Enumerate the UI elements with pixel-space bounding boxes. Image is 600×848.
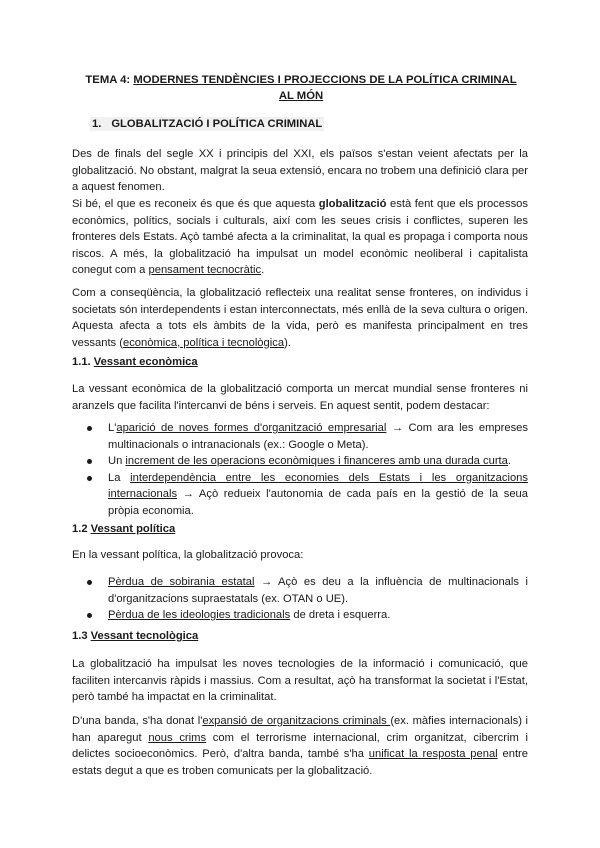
subsection-heading-1-2	[72, 521, 175, 538]
subsection-heading-1-1	[72, 354, 198, 371]
p2-bold: globalització	[318, 198, 387, 210]
bullet-icon	[87, 580, 92, 585]
item-after: → Açò es deu a la influència de multinacionals i d'organitzacions supraestatals (ex. OTAN o UE).	[108, 576, 528, 605]
paragraph-criminal-organizations	[72, 713, 528, 779]
p7-b: (ex. màfies internacionals) i han aparegut	[72, 715, 529, 744]
title-text: MODERNES TENDÈNCIES I PROJECCIONS DE LA POLÍTICA CRIMINAL AL MÓN	[133, 74, 517, 102]
subsection-heading-1-3	[72, 628, 198, 645]
list-item	[72, 453, 528, 470]
item-underlined: Pèrdua de les ideologies tradicionals	[108, 609, 291, 621]
list-item	[72, 574, 528, 607]
item-underlined: increment de les operacions econòmiques i financeres amb una durada curta	[125, 455, 508, 467]
section-heading-1	[90, 116, 324, 133]
title-prefix: TEMA 4:	[85, 74, 134, 86]
subsection-title: Vessant econòmica	[93, 356, 198, 368]
p2-middle: està fent que els processos econòmics, polítics, socials i culturals, així com les seues crisis i conflictes, superen les fronteres dels Estats. Açò també afecta a la criminalitat, la qual es propaga i comporta nous riscos. A més, la globalització ha impulsat un model econòmic neoliberal i capitalista conegut com a	[72, 198, 528, 276]
bullet-icon	[87, 426, 92, 431]
item-underlined: interdependència entre les economies dels Estats i les organitzacions internacionals	[108, 471, 528, 500]
p2-before: Si bé, el que es reconeix és que és que aquesta	[72, 198, 319, 210]
subsection-number: 1.2	[72, 523, 91, 535]
item-underlined: aparició de noves formes d'organització empresarial	[116, 422, 387, 434]
p3-before: Com a conseqüència, la globalització reflecteix una realitat sense fronteres, on individus i societats són interdependents i estan interconnectats, més enllà de la seva cultura o origen. Aquesta afecta a tots els àmbits de la vida, però es manifesta principalment en tres vessants (	[72, 287, 528, 349]
paragraph-globalization	[72, 196, 528, 279]
item-after: → Com ara les empreses multinacionals o intranacionals (ex.: Google o Meta).	[108, 422, 528, 451]
p7-a: D'una banda, s'ha donat l'	[72, 715, 203, 727]
subsection-number: 1.3	[72, 630, 91, 642]
paragraph-technological: La globalització ha impulsat les noves tecnologies de la informació i comunicació, que faciliten intercanvis ràpids i massius. Com a resultat, açò ha transformat la societat i l'Estat, però també ha impactat en la criminalitat.	[72, 658, 528, 703]
economic-bullet-list	[72, 420, 528, 519]
item-before: Un	[108, 455, 126, 467]
p3-underlined: econòmica, política i tecnològica	[122, 336, 285, 349]
item-after: .	[507, 455, 511, 467]
subsection-number: 1.1.	[72, 356, 91, 368]
p7-c: com el terrorisme internacional, crim organitzat, cibercrim i delictes socioeconòmics. Però, d'altra banda, també s'ha	[72, 731, 528, 760]
item-underlined: Pèrdua de sobirania estatal	[108, 576, 255, 588]
p7-d: entre estats degut a que es troben comunicats per la globalització.	[72, 748, 528, 777]
item-after: de dreta i esquerra.	[290, 609, 391, 621]
list-item	[72, 420, 528, 453]
bullet-icon	[87, 476, 92, 481]
item-before: La	[108, 471, 131, 484]
section-title: GLOBALITZACIÓ I POLÍTICA CRIMINAL	[111, 118, 323, 130]
list-item	[72, 607, 528, 624]
document-title	[78, 72, 524, 104]
p7-underlined-2: nous crims	[148, 731, 207, 744]
list-item	[72, 470, 528, 520]
section-number: 1.	[92, 118, 102, 130]
p2-after: .	[261, 264, 265, 276]
p7-underlined-3: unificat la resposta penal	[368, 748, 498, 760]
subsection-title: Vessant política	[90, 523, 176, 535]
paragraph-economic: La vessant econòmica de la globalització comporta un mercat mundial sense fronteres ni aranzels que facilita l'intercanvi de béns i serveis. En aquest sentit, podem destacar:	[72, 383, 528, 412]
paragraph-consequence	[72, 285, 528, 351]
item-after: → Açò redueix l'autonomia de cada país en la gestió de la seua pròpia economia.	[108, 488, 528, 517]
p2-underlined: pensament tecnocràtic	[148, 264, 262, 276]
subsection-title: Vessant tecnològica	[90, 630, 199, 642]
bullet-icon	[87, 613, 92, 618]
p7-underlined-1: expansió de organitzacions criminals	[202, 715, 391, 727]
bullet-icon	[87, 459, 92, 464]
item-before: L'	[108, 422, 117, 434]
paragraph-intro: Des de finals del segle XX i principis del XXI, els països s'estan veient afectats per la globalització. No obstant, malgrat la seua extensió, encara no trobem una definició clara per a aquest fenomen.	[72, 148, 528, 193]
paragraph-political: En la vessant política, la globalització provoca:	[72, 549, 304, 561]
political-bullet-list	[72, 574, 528, 624]
p3-after: ).	[284, 336, 291, 349]
